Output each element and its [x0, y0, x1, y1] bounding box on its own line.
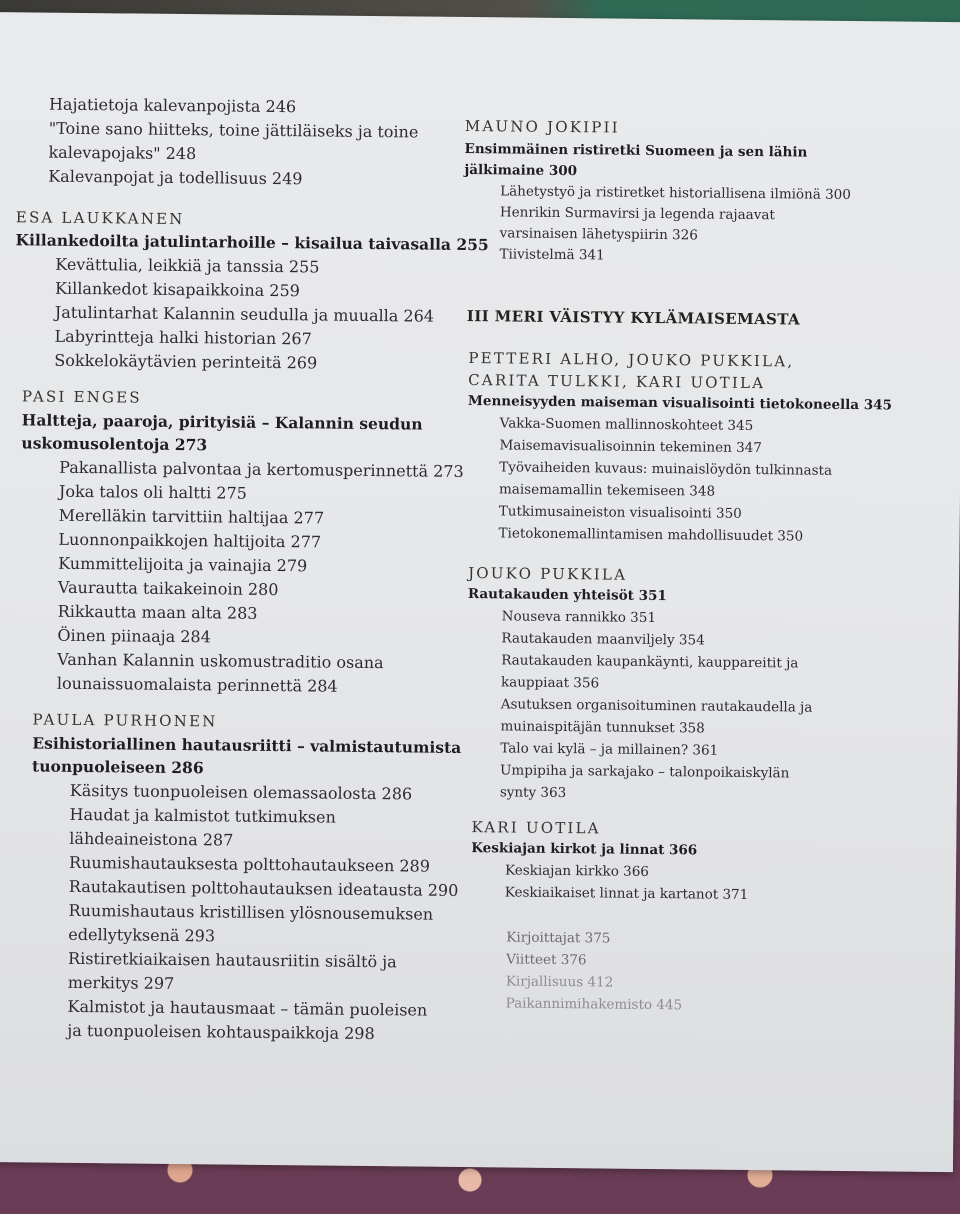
part-heading: III MERI VÄISTYY KYLÄMAISEMASTA: [466, 307, 801, 329]
author-name: KARI UOTILA: [471, 818, 601, 838]
author-name: PASI ENGES: [21, 387, 142, 407]
toc-entry: Työvaiheiden kuvaus: muinaislöydön tulkinnasta: [499, 459, 833, 479]
toc-entry: edellytyksenä 293: [68, 924, 216, 946]
toc-entry: Nouseva rannikko 351: [501, 608, 657, 627]
toc-entry: Ruumishautauksesta polttohautaukseen 289: [68, 852, 431, 876]
toc-entry: Ruumishautaus kristillisen ylösnousemuksen: [68, 900, 434, 924]
backmatter-entry: Kirjoittajat 375: [506, 929, 611, 947]
toc-entry: Tietokonemallintamisen mahdollisuudet 350: [498, 525, 804, 545]
toc-entry: Keskiaikaiset linnat ja kartanot 371: [504, 884, 749, 903]
toc-entry: Rikkautta maan alta 283: [57, 601, 258, 623]
toc-entry: kalevapojaks" 248: [48, 142, 197, 164]
toc-entry: Rautakauden maanviljely 354: [501, 630, 705, 649]
chapter-title: Keskiajan kirkot ja linnat 366: [471, 840, 698, 859]
toc-entry: Öinen piinaaja 284: [57, 625, 211, 647]
toc-entry: ja tuonpuoleisen kohtauspaikkoja 298: [67, 1020, 375, 1044]
toc-entry: synty 363: [499, 784, 567, 802]
toc-entry: Asutuksen organisoituminen rautakaudella ja: [500, 696, 813, 716]
toc-entry: "Toine sano hiitteks, toine jättiläiseks ja toine: [48, 118, 419, 142]
toc-entry: Pakanallista palvontaa ja kertomusperinnettä 273: [59, 457, 464, 481]
toc-entry: Kummittelijoita ja vainajia 279: [58, 553, 308, 576]
author-name: MAUNO JOKIPII: [464, 116, 620, 137]
toc-entry: lähdeaineistona 287: [69, 828, 234, 850]
chapter-title: Ensimmäinen ristiretki Suomeen ja sen lähin: [464, 140, 808, 161]
chapter-title: jälkimaine 300: [464, 161, 578, 180]
toc-entry: Tiivistelmä 341: [499, 246, 605, 264]
toc-entry: varsinaisen lähetyspiirin 326: [499, 225, 698, 244]
chapter-title: Esihistoriallinen hautausriitti – valmistautumista: [32, 733, 462, 757]
toc-entry: Ristiretkiaikaisen hautausriitin sisältö ja: [67, 948, 397, 972]
backmatter-entry: Kirjallisuus 412: [505, 973, 614, 991]
toc-entry: Talo vai kylä – ja millainen? 361: [500, 740, 719, 759]
toc-entry: Killankedot kisapaikkoina 259: [55, 278, 300, 301]
toc-entry: Vakka-Suomen mallinnoskohteet 345: [499, 415, 754, 435]
toc-entry: Tutkimusaineiston visualisointi 350: [498, 503, 742, 522]
toc-entry: muinaispitäjän tunnukset 358: [500, 718, 705, 737]
toc-entry: Keskiajan kirkko 366: [504, 862, 650, 880]
toc-entry: Rautakauden kaupankäynti, kauppareitit ja: [501, 652, 799, 672]
author-name: JOUKO PUKKILA: [468, 564, 628, 584]
toc-entry: Merelläkin tarvittiin haltijaa 277: [58, 505, 325, 528]
backmatter-entry: Viitteet 376: [506, 951, 587, 969]
toc-entry: Maisemavisualisoinnin tekeminen 347: [499, 437, 762, 457]
author-name: PETTERI ALHO, JOUKO PUKKILA,: [468, 349, 795, 371]
toc-entry: Vaurautta taikakeinoin 280: [57, 577, 279, 600]
toc-entry: Labyrintteja halki historian 267: [54, 326, 312, 349]
toc-entry: Kalmistot ja hautausmaat – tämän puoleisen: [67, 996, 428, 1020]
chapter-title: tuonpuoleiseen 286: [32, 756, 204, 778]
toc-entry: lounaissuomalaista perinnettä 284: [56, 673, 338, 696]
toc-entry: Joka talos oli haltti 275: [58, 481, 247, 503]
toc-entry: Haudat ja kalmistot tutkimuksen: [69, 804, 336, 827]
toc-entry: Rautakautisen polttohautauksen ideatausta 290: [68, 876, 459, 900]
toc-entry: Kalevanpojat ja todellisuus 249: [48, 166, 303, 189]
backmatter-entry: Paikannimihakemisto 445: [505, 995, 683, 1014]
book-page: [0, 12, 960, 1172]
author-name: ESA LAUKKANEN: [15, 208, 185, 229]
toc-entry: merkitys 297: [67, 972, 175, 993]
chapter-title: Rautakauden yhteisöt 351: [467, 586, 667, 605]
toc-entry: maisemamallin tekemiseen 348: [498, 481, 716, 500]
toc-entry: Luonnonpaikkojen haltijoita 277: [58, 529, 322, 552]
toc-entry: Hajatietoja kalevanpojista 246: [48, 94, 297, 117]
toc-entry: Jatulintarhat Kalannin seudulla ja muualla 264: [54, 302, 435, 326]
toc-entry: Sokkelokäytävien perinteitä 269: [54, 350, 318, 373]
author-name: PAULA PURHONEN: [32, 710, 218, 731]
toc-entry: Umpipiha ja sarkajako – talonpoikaiskylän: [500, 762, 790, 782]
toc-entry: Käsitys tuonpuoleisen olemassaolosta 286: [69, 780, 413, 804]
toc-entry: Kevättulia, leikkiä ja tanssia 255: [55, 254, 320, 277]
toc-entry: Henrikin Surmavirsi ja legenda rajaavat: [499, 204, 775, 224]
chapter-title: Killankedoilta jatulintarhoille – kisailua taivasalla 255: [15, 230, 489, 255]
toc-entry: kauppiaat 356: [500, 674, 600, 692]
toc-entry: Lähetystyö ja ristiretket historiallisena ilmiönä 300: [500, 183, 851, 204]
chapter-title: uskomusolentoja 273: [21, 433, 208, 455]
chapter-title: Haltteja, paaroja, pirityisiä – Kalannin seudun: [21, 410, 423, 434]
toc-entry: Vanhan Kalannin uskomustraditio osana: [57, 649, 384, 673]
author-name: CARITA TULKKI, KARI UOTILA: [468, 371, 766, 393]
chapter-title: Menneisyyden maiseman visualisointi tietokoneella 345: [467, 393, 893, 414]
